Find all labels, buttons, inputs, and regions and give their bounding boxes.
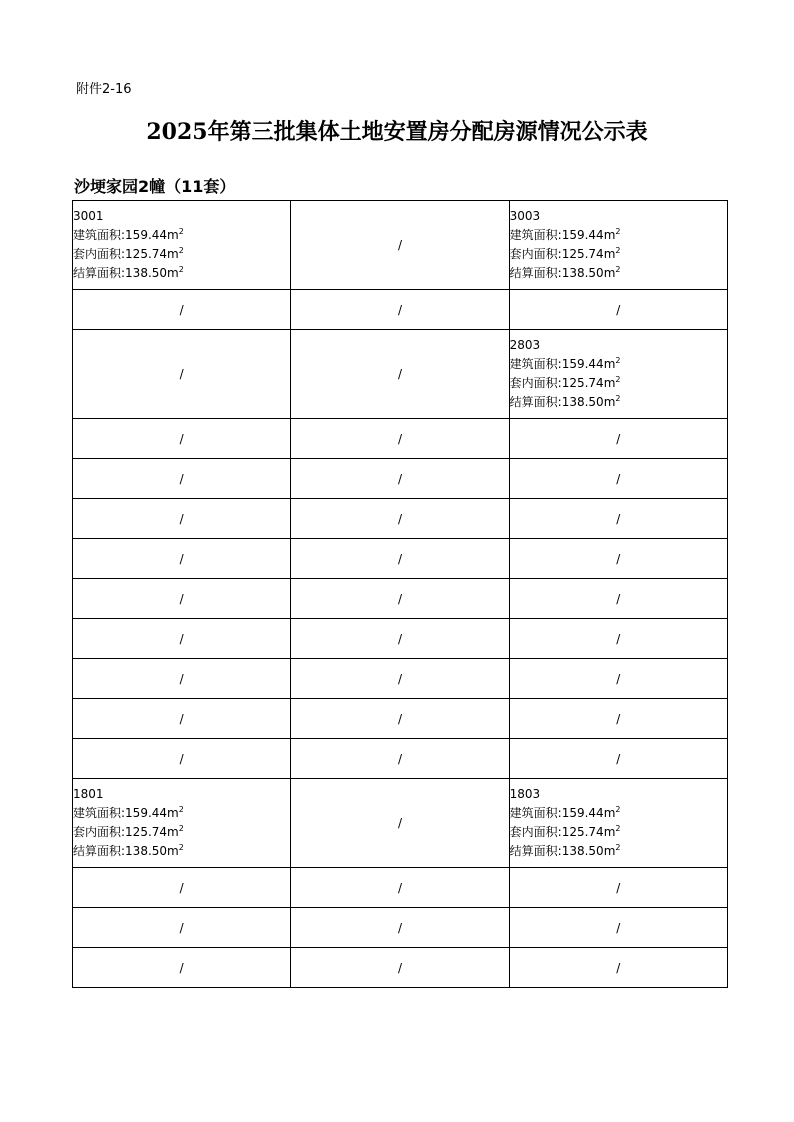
empty-cell: [73, 419, 291, 459]
inner-area-value: 125.74: [561, 247, 604, 261]
area-unit: m: [603, 247, 616, 261]
inner-area-label: 套内面积:: [73, 247, 126, 261]
unit-number: 3003: [509, 209, 541, 223]
building-area-label: 建筑面积:: [73, 806, 126, 820]
inner-area-value: 125.74: [125, 825, 168, 839]
building-area-line: [73, 804, 290, 823]
empty-cell: [73, 948, 291, 988]
area-unit: m: [603, 357, 616, 371]
empty-cell: [73, 330, 291, 419]
building-area-label: 建筑面积:: [509, 806, 562, 820]
area-unit-exponent: 2: [615, 843, 621, 852]
empty-cell: [291, 699, 509, 739]
table-row: [73, 699, 728, 739]
empty-cell: [509, 619, 727, 659]
area-unit: m: [603, 395, 616, 409]
empty-cell: [291, 739, 509, 779]
empty-cell: [509, 459, 727, 499]
empty-cell: [509, 948, 727, 988]
housing-table: [72, 200, 728, 988]
inner-area-label: 套内面积:: [509, 825, 562, 839]
building-area-line: [73, 226, 290, 245]
table-row: [73, 459, 728, 499]
settlement-area-line: [510, 264, 727, 283]
building-area-value: 159.44: [561, 228, 604, 242]
unit-number: 2803: [509, 338, 541, 352]
settlement-area-value: 138.50: [561, 266, 604, 280]
inner-area-value: 125.74: [125, 247, 168, 261]
empty-cell: [509, 539, 727, 579]
empty-cell: [73, 290, 291, 330]
area-unit-exponent: 2: [178, 805, 184, 814]
empty-cell: [291, 948, 509, 988]
inner-area-line: [73, 245, 290, 264]
unit-number: 3001: [73, 209, 104, 223]
empty-cell: [291, 779, 509, 868]
settlement-area-line: [73, 842, 290, 861]
slash-mark: /: [616, 302, 621, 317]
slash-mark: /: [179, 960, 184, 975]
slash-mark: /: [616, 711, 621, 726]
area-unit-exponent: 2: [178, 227, 184, 236]
empty-cell: [291, 908, 509, 948]
table-row: [73, 739, 728, 779]
area-unit: m: [167, 228, 179, 242]
table-row: [73, 619, 728, 659]
building-area-label: 建筑面积:: [73, 228, 126, 242]
area-unit-exponent: 2: [615, 805, 621, 814]
area-unit: m: [167, 266, 179, 280]
building-area-value: 159.44: [125, 806, 168, 820]
table-row: [73, 539, 728, 579]
settlement-area-line: [510, 842, 727, 861]
slash-mark: /: [179, 711, 184, 726]
inner-area-line: [510, 245, 727, 264]
table-row: [73, 948, 728, 988]
slash-mark: /: [179, 511, 184, 526]
settlement-area-line: [73, 264, 290, 283]
table-row: [73, 330, 728, 419]
empty-cell: [73, 459, 291, 499]
empty-cell: [73, 868, 291, 908]
table-row: [73, 419, 728, 459]
empty-cell: [291, 579, 509, 619]
empty-cell: [73, 659, 291, 699]
empty-cell: [291, 419, 509, 459]
area-unit-exponent: 2: [615, 356, 621, 365]
slash-mark: /: [397, 920, 403, 935]
empty-cell: [291, 659, 509, 699]
slash-mark: /: [397, 551, 403, 566]
empty-cell: [73, 908, 291, 948]
slash-mark: /: [179, 751, 184, 766]
inner-area-value: 125.74: [561, 376, 604, 390]
area-unit-exponent: 2: [615, 824, 621, 833]
unit-cell: [73, 779, 291, 868]
inner-area-label: 套内面积:: [509, 247, 562, 261]
slash-mark: /: [179, 671, 184, 686]
slash-mark: /: [397, 751, 403, 766]
building-heading: 沙埂家园2幢（11套）: [74, 177, 236, 196]
slash-mark: /: [616, 591, 621, 606]
settlement-area-label: 结算面积:: [509, 266, 562, 280]
settlement-area-label: 结算面积:: [509, 844, 562, 858]
empty-cell: [509, 579, 727, 619]
empty-cell: [73, 699, 291, 739]
settlement-area-label: 结算面积:: [73, 266, 126, 280]
table-row: [73, 908, 728, 948]
empty-cell: [509, 908, 727, 948]
area-unit: m: [603, 376, 616, 390]
empty-cell: [291, 290, 509, 330]
slash-mark: /: [397, 591, 403, 606]
slash-mark: /: [616, 551, 621, 566]
table-row: [73, 579, 728, 619]
building-area-value: 159.44: [561, 806, 604, 820]
area-unit: m: [603, 228, 616, 242]
slash-mark: /: [616, 631, 621, 646]
settlement-area-label: 结算面积:: [73, 844, 126, 858]
slash-mark: /: [397, 816, 403, 830]
slash-mark: /: [397, 367, 403, 381]
slash-mark: /: [616, 671, 621, 686]
area-unit-exponent: 2: [178, 265, 184, 274]
slash-mark: /: [179, 631, 184, 646]
empty-cell: [291, 459, 509, 499]
slash-mark: /: [397, 671, 403, 686]
unit-number: 1803: [509, 787, 541, 801]
slash-mark: /: [397, 511, 403, 526]
slash-mark: /: [616, 880, 621, 895]
building-area-value: 159.44: [125, 228, 168, 242]
settlement-area-value: 138.50: [125, 844, 168, 858]
slash-mark: /: [397, 631, 403, 646]
slash-mark: /: [179, 591, 184, 606]
table-row: [73, 779, 728, 868]
empty-cell: [291, 201, 509, 290]
area-unit: m: [603, 844, 616, 858]
area-unit: m: [167, 806, 179, 820]
area-unit: m: [167, 247, 179, 261]
inner-area-label: 套内面积:: [73, 825, 126, 839]
building-area-label: 建筑面积:: [509, 228, 562, 242]
building-area-label: 建筑面积:: [509, 357, 562, 371]
slash-mark: /: [616, 431, 621, 446]
area-unit: m: [603, 825, 616, 839]
empty-cell: [291, 330, 509, 419]
inner-area-value: 125.74: [561, 825, 604, 839]
settlement-area-label: 结算面积:: [509, 395, 562, 409]
slash-mark: /: [179, 880, 184, 895]
attachment-number: 附件2-16: [76, 82, 132, 97]
empty-cell: [509, 659, 727, 699]
slash-mark: /: [397, 471, 403, 486]
area-unit-exponent: 2: [615, 265, 621, 274]
empty-cell: [509, 739, 727, 779]
slash-mark: /: [397, 431, 403, 446]
area-unit: m: [167, 825, 179, 839]
building-area-line: [510, 804, 727, 823]
empty-cell: [73, 579, 291, 619]
empty-cell: [73, 499, 291, 539]
unit-number: 1801: [73, 787, 104, 801]
empty-cell: [291, 539, 509, 579]
area-unit: m: [167, 844, 179, 858]
slash-mark: /: [179, 431, 184, 446]
slash-mark: /: [616, 920, 621, 935]
slash-mark: /: [616, 751, 621, 766]
table-row: [73, 499, 728, 539]
empty-cell: [509, 499, 727, 539]
slash-mark: /: [397, 302, 403, 317]
empty-cell: [291, 499, 509, 539]
unit-cell: [509, 330, 727, 419]
building-area-value: 159.44: [561, 357, 604, 371]
slash-mark: /: [397, 960, 403, 975]
area-unit-exponent: 2: [178, 824, 184, 833]
inner-area-label: 套内面积:: [509, 376, 562, 390]
table-row: [73, 201, 728, 290]
empty-cell: [509, 419, 727, 459]
slash-mark: /: [616, 511, 621, 526]
empty-cell: [509, 868, 727, 908]
unit-cell: [509, 201, 727, 290]
slash-mark: /: [179, 471, 184, 486]
area-unit-exponent: 2: [178, 843, 184, 852]
empty-cell: [73, 539, 291, 579]
area-unit-exponent: 2: [178, 246, 184, 255]
table-row: [73, 868, 728, 908]
building-area-line: [510, 226, 727, 245]
empty-cell: [291, 619, 509, 659]
page-title: 2025年第三批集体土地安置房分配房源情况公示表: [146, 119, 648, 145]
inner-area-line: [510, 823, 727, 842]
empty-cell: [509, 699, 727, 739]
area-unit-exponent: 2: [615, 375, 621, 384]
slash-mark: /: [397, 880, 403, 895]
slash-mark: /: [179, 551, 184, 566]
settlement-area-value: 138.50: [125, 266, 168, 280]
area-unit-exponent: 2: [615, 246, 621, 255]
empty-cell: [291, 868, 509, 908]
slash-mark: /: [179, 302, 184, 317]
slash-mark: /: [616, 471, 621, 486]
empty-cell: [73, 619, 291, 659]
empty-cell: [73, 739, 291, 779]
settlement-area-value: 138.50: [561, 844, 604, 858]
slash-mark: /: [397, 238, 403, 252]
slash-mark: /: [397, 711, 403, 726]
slash-mark: /: [179, 367, 184, 381]
empty-cell: [509, 290, 727, 330]
inner-area-line: [510, 374, 727, 393]
area-unit-exponent: 2: [615, 227, 621, 236]
area-unit-exponent: 2: [615, 394, 621, 403]
unit-cell: [73, 201, 291, 290]
table-row: [73, 290, 728, 330]
unit-cell: [509, 779, 727, 868]
settlement-area-line: [510, 393, 727, 412]
settlement-area-value: 138.50: [561, 395, 604, 409]
area-unit: m: [603, 266, 616, 280]
table-row: [73, 659, 728, 699]
slash-mark: /: [179, 920, 184, 935]
slash-mark: /: [616, 960, 621, 975]
inner-area-line: [73, 823, 290, 842]
building-area-line: [510, 355, 727, 374]
area-unit: m: [603, 806, 616, 820]
